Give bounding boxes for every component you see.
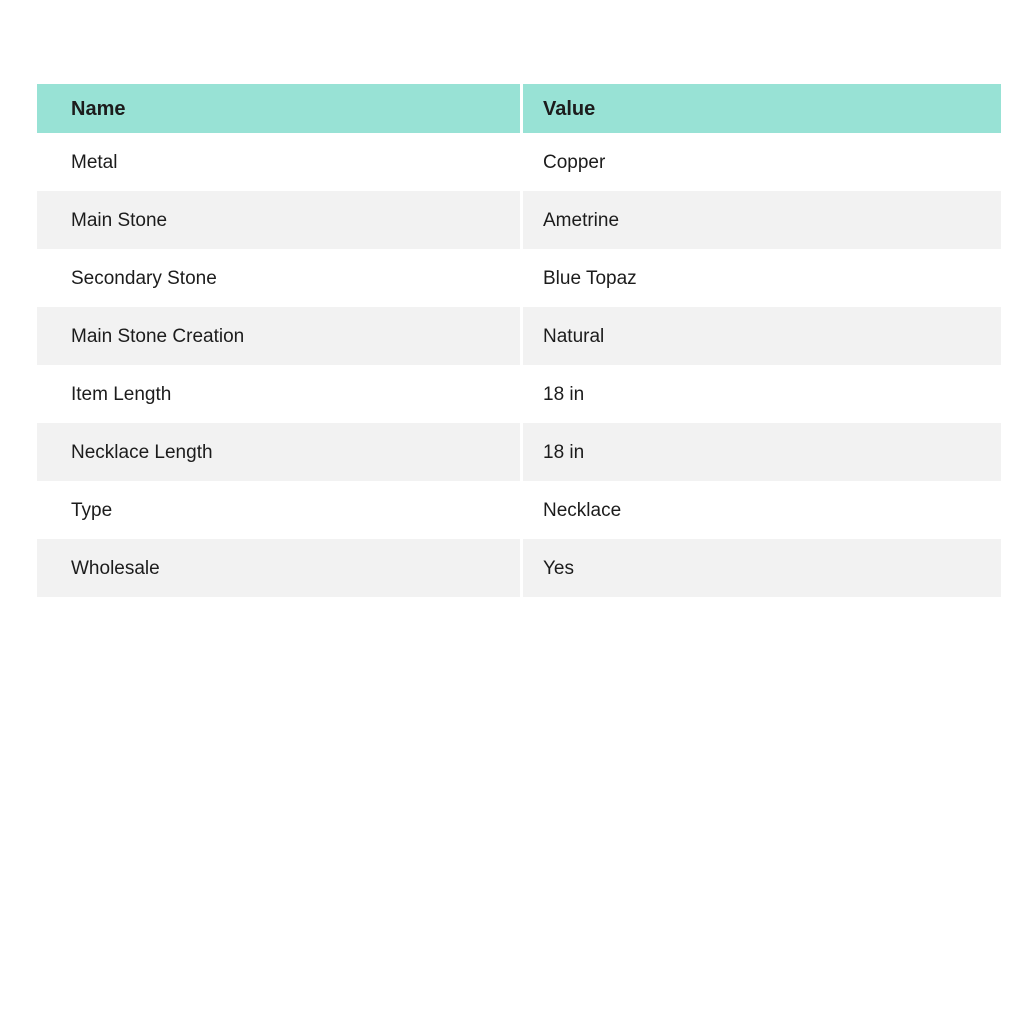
row-name-cell: Secondary Stone [37, 249, 523, 307]
row-name-cell: Metal [37, 133, 523, 191]
row-value-cell: Yes [543, 557, 574, 579]
table-row [37, 191, 1001, 249]
row-value-cell: 18 in [543, 383, 585, 405]
table-row [37, 133, 1001, 191]
row-name-cell: Item Length [37, 365, 523, 423]
row-value-cell: 18 in [543, 441, 585, 463]
column-header-value: Value [543, 97, 596, 120]
table-row [37, 423, 1001, 481]
table-body [37, 133, 1001, 597]
table-row [37, 481, 1001, 539]
table-row [37, 365, 1001, 423]
row-value-cell: Ametrine [543, 209, 620, 231]
table-row [37, 307, 1001, 365]
table-row [37, 539, 1001, 597]
row-name-cell: Wholesale [37, 539, 523, 597]
row-name-cell: Main Stone [37, 191, 523, 249]
row-name-cell: Necklace Length [37, 423, 523, 481]
table-row [37, 249, 1001, 307]
row-value-cell: Copper [543, 151, 606, 173]
table-header-row [37, 84, 1001, 133]
row-name-cell: Main Stone Creation [37, 307, 523, 365]
row-value-cell: Necklace [543, 499, 622, 521]
row-value-cell: Blue Topaz [543, 267, 637, 289]
spec-table [37, 84, 1001, 597]
row-name-cell: Type [37, 481, 523, 539]
row-value-cell: Natural [543, 325, 605, 347]
column-header-name: Name [37, 84, 523, 133]
